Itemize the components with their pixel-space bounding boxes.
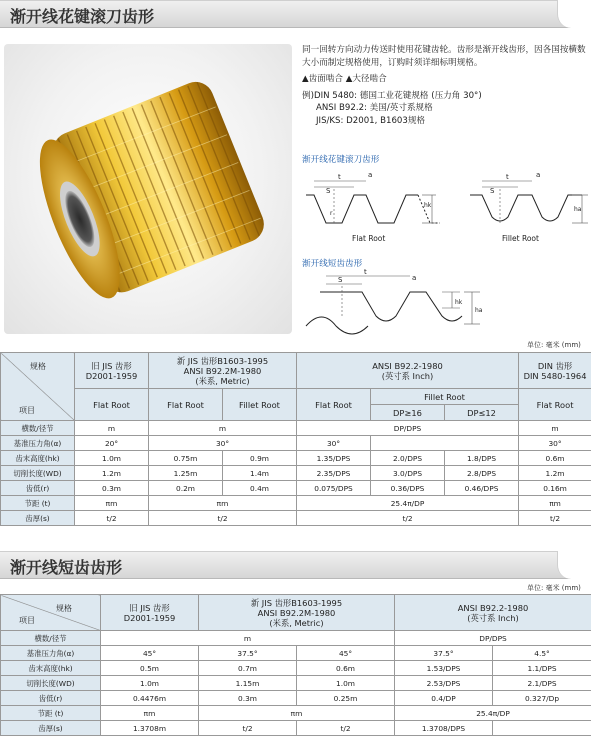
section-title-bar (0, 0, 591, 28)
table-row (1, 676, 591, 691)
hob-product-photo (4, 44, 292, 334)
cell: 1.35/DPS (297, 451, 371, 466)
cell: 30° (519, 436, 591, 451)
cell: πm (101, 706, 199, 721)
unit-label-1: 单位: 毫米 (mm) (527, 341, 581, 349)
label-s: S (326, 187, 331, 195)
sub-header: Flat Root (75, 389, 149, 421)
cell: 2.35/DPS (297, 466, 371, 481)
cell: 0.3m (199, 691, 297, 706)
cell: 2.0/DPS (371, 451, 445, 466)
standard-line-1: 例)DIN 5480: 德国工业花键规格 (压力角 30°) (302, 90, 482, 101)
title-tab-corner (557, 0, 591, 28)
group-header-old-jis: 旧 JIS 齿形 D2001-1959 (101, 595, 199, 631)
section-title-bar-2 (0, 551, 591, 579)
cell: 1.3708m (101, 721, 199, 736)
cell: DP/DPS (297, 421, 519, 436)
label-hk: hk (424, 202, 432, 209)
label-t: t (338, 173, 341, 181)
cell: 0.46/DPS (445, 481, 519, 496)
cell: 0.4476m (101, 691, 199, 706)
fillet-root-caption: Fillet Root (502, 234, 539, 243)
cell: t/2 (519, 511, 591, 526)
cell: DP/DPS (395, 631, 591, 646)
table-row (1, 466, 591, 481)
table-row (1, 451, 591, 466)
cell: 1.4m (223, 466, 297, 481)
corner-spec-label: 规格 (56, 604, 72, 613)
row-label: 节距 (t) (1, 706, 101, 721)
cell: 1.2m (75, 466, 149, 481)
group-header-old-jis: 旧 JIS 齿形 D2001-1959 (75, 353, 149, 389)
table-corner (1, 353, 75, 421)
row-label: 齿低(r) (1, 481, 75, 496)
cell: 1.2m (519, 466, 591, 481)
row-label: 横数/径节 (1, 421, 75, 436)
sub-header: Flat Root (519, 389, 591, 421)
unit-label-2: 单位: 毫米 (mm) (527, 584, 581, 592)
group-header-ansi: ANSI B92.2-1980 (英寸系 Inch) (395, 595, 591, 631)
cell: 0.6m (519, 451, 591, 466)
cell: 0.36/DPS (371, 481, 445, 496)
cell: 45° (101, 646, 199, 661)
cell: 2.1/DPS (493, 676, 591, 691)
group-header-ansi: ANSI B92.2-1980 (英寸系 Inch) (297, 353, 519, 389)
cell: 1.8/DPS (445, 451, 519, 466)
description-text: 同一回转方向动力传送时使用花键齿轮。齿形是渐开线齿形，因各国按横数大小而制定规格使用，订购时须详细标明规格。 (302, 45, 586, 68)
cell: 25.4π/DP (297, 496, 519, 511)
description-block (302, 44, 588, 131)
cell: 0.7m (199, 661, 297, 676)
row-label: 切削长度(WD) (1, 466, 75, 481)
group-header-din: DIN 齿形 DIN 5480-1964 (519, 353, 591, 389)
table-row (1, 511, 591, 526)
label-a-stub: a (412, 274, 417, 282)
row-label: 齿厚(s) (1, 721, 101, 736)
label-ha-stub: ha (475, 307, 483, 314)
row-label: 基准压力角(α) (1, 646, 101, 661)
cell: πm (519, 496, 591, 511)
label-a: a (368, 171, 373, 179)
diagram-title-spline: 渐开线花键滚刀齿形 (302, 155, 380, 165)
table-row (1, 496, 591, 511)
hob-illustration (4, 44, 292, 334)
group-header-new-jis: 新 JIS 齿形B1603-1995 ANSI B92.2M-1980 (米系, Metric) (149, 353, 297, 389)
cell: 20° (75, 436, 149, 451)
cell: 1.1/DPS (493, 661, 591, 676)
label-ha: ha (574, 206, 582, 213)
row-label: 齿末高度(hk) (1, 661, 101, 676)
cell: m (75, 421, 149, 436)
label-hk-stub: hk (455, 299, 463, 306)
row-label: 切削长度(WD) (1, 676, 101, 691)
row-label: 基准压力角(α) (1, 436, 75, 451)
table-row (1, 661, 591, 676)
cell: 1.53/DPS (395, 661, 493, 676)
sub-header: Flat Root (297, 389, 371, 421)
cell: πm (149, 496, 297, 511)
table-row (1, 436, 591, 451)
cell: 1.25m (149, 466, 223, 481)
cell: 0.3m (75, 481, 149, 496)
stub-spec-table (0, 594, 591, 736)
table-row (1, 421, 591, 436)
corner-item-label: 项目 (19, 406, 35, 415)
cell: 45° (297, 646, 395, 661)
cell: 0.75m (149, 451, 223, 466)
cell: 1.0m (297, 676, 395, 691)
cell: t/2 (297, 721, 395, 736)
label-t-fillet: t (506, 173, 509, 181)
cell: 0.075/DPS (297, 481, 371, 496)
cell: m (101, 631, 395, 646)
sub-header: Fillet Root (223, 389, 297, 421)
section-title-2: 渐开线短齿齿形 (10, 558, 123, 577)
cell (493, 721, 591, 736)
cell: 4.5° (493, 646, 591, 661)
table-row (1, 706, 591, 721)
cell: t/2 (199, 721, 297, 736)
sub-header: Fillet Root (371, 389, 519, 405)
flat-root-caption: Flat Root (352, 234, 386, 243)
table-row (1, 691, 591, 706)
cell: m (519, 421, 591, 436)
table-row (1, 631, 591, 646)
row-label: 齿厚(s) (1, 511, 75, 526)
corner-item-label: 项目 (19, 616, 35, 625)
label-r: r (330, 210, 333, 217)
standard-line-2: ANSI B92.2: 美国/英寸系规格 (316, 103, 433, 113)
sub-header-dp12: DP≤12 (445, 405, 519, 421)
sub-header: Flat Root (149, 389, 223, 421)
cell: 0.6m (297, 661, 395, 676)
cell: 37.5° (395, 646, 493, 661)
label-a-fillet: a (536, 171, 541, 179)
label-t-stub: t (364, 268, 367, 276)
cell: 2.8/DPS (445, 466, 519, 481)
cell: 0.9m (223, 451, 297, 466)
table-row (1, 721, 591, 736)
cell: 0.25m (297, 691, 395, 706)
tooth-contact-text: ▲齿面啮合 ▲大径啮合 (302, 74, 387, 84)
cell: 30° (149, 436, 297, 451)
cell: 3.0/DPS (371, 466, 445, 481)
cell: 1.0m (75, 451, 149, 466)
cell: 30° (297, 436, 371, 451)
cell: πm (199, 706, 395, 721)
cell: m (149, 421, 297, 436)
row-label: 齿末高度(hk) (1, 451, 75, 466)
stub-tooth-diagram (302, 268, 590, 340)
row-label: 节距 (t) (1, 496, 75, 511)
section-title: 渐开线花键滚刀齿形 (10, 7, 155, 26)
cell: t/2 (149, 511, 297, 526)
row-label: 横数/径节 (1, 631, 101, 646)
cell: 0.4/DP (395, 691, 493, 706)
title-tab-corner (557, 551, 591, 579)
cell: 25.4π/DP (395, 706, 591, 721)
group-header-new-jis: 新 JIS 齿形B1603-1995 ANSI B92.2M-1980 (米系, Metric) (199, 595, 395, 631)
standard-line-3: JIS/KS: D2001, B1603规格 (316, 115, 426, 126)
cell: t/2 (75, 511, 149, 526)
cell: 1.15m (199, 676, 297, 691)
cell: 0.327/Dp (493, 691, 591, 706)
cell: 37.5° (199, 646, 297, 661)
cell: 0.16m (519, 481, 591, 496)
spline-spec-table (0, 352, 591, 526)
cell: 1.3708/DPS (395, 721, 493, 736)
cell: 2.53/DPS (395, 676, 493, 691)
cell: 1.0m (101, 676, 199, 691)
label-s-fillet: S (490, 187, 495, 195)
table-row (1, 646, 591, 661)
cell: t/2 (297, 511, 519, 526)
sub-header-dp16: DP≥16 (371, 405, 445, 421)
cell: 0.4m (223, 481, 297, 496)
spline-tooth-diagram (302, 165, 590, 245)
cell (371, 436, 519, 451)
cell: 0.5m (101, 661, 199, 676)
row-label: 齿低(r) (1, 691, 101, 706)
cell: πm (75, 496, 149, 511)
label-s-stub: S (338, 276, 343, 284)
diagram-title-stub: 渐开线短齿齿形 (302, 259, 363, 269)
cell: 0.2m (149, 481, 223, 496)
table-row (1, 481, 591, 496)
corner-spec-label: 规格 (30, 362, 46, 371)
table2-corner (1, 595, 101, 631)
